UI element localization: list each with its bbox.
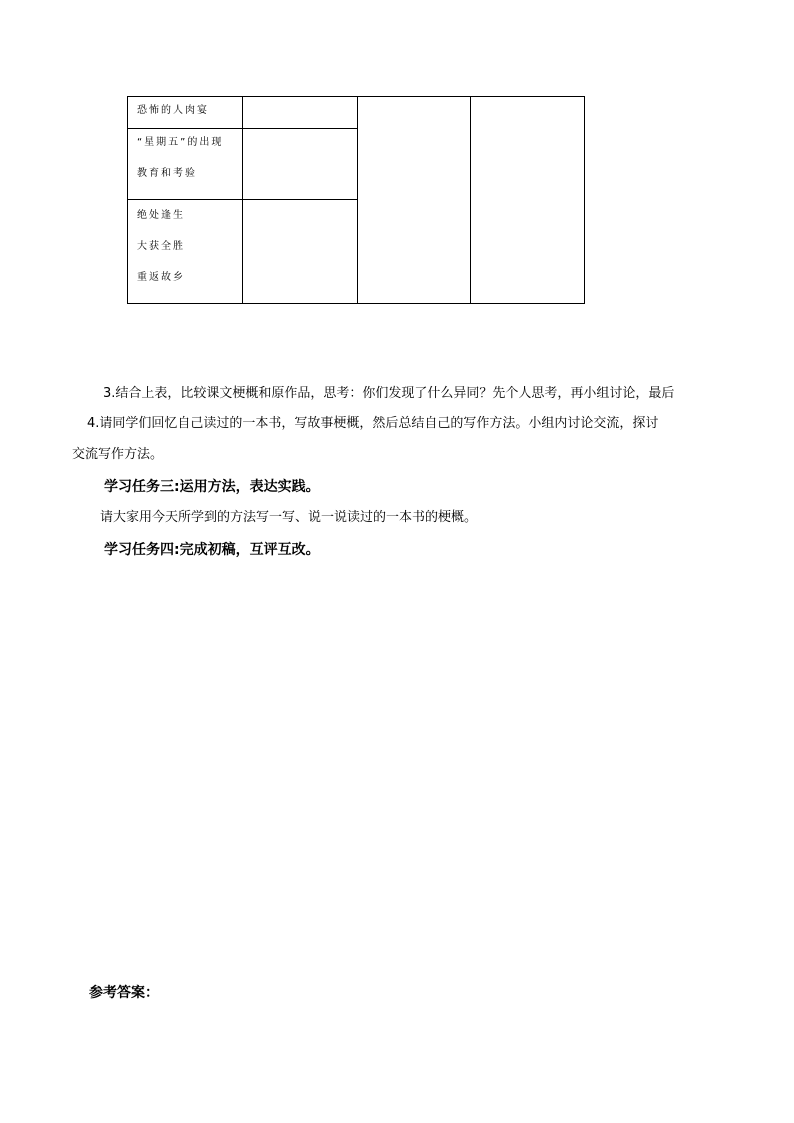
paragraph-3: 3.结合上表，比较课文梗概和原作品，思考：你们发现了什么异同？先个人思考，再小组讨论，最后 [103,386,675,401]
task3-body: 请大家用今天所学到的方法写一写、说一说读过的一本书的梗概。 [100,510,478,525]
table-cell-text: 重返故乡 [137,272,185,283]
table-cell-text: “星期五”的出现 [137,137,224,148]
task4-heading: 学习任务四:完成初稿，互评互改。 [104,542,320,558]
table-cell-plot-2 [128,129,243,200]
table-cell-empty [357,97,471,304]
paragraph-4-line2: 交流写作方法。 [72,447,164,462]
table-cell-text: 恐怖的人肉宴 [137,105,209,116]
table-cell-empty [242,97,357,129]
table-cell-text: 大获全胜 [137,241,185,252]
comparison-table [127,96,585,304]
table-cell-empty [242,200,357,304]
paragraph-4-line1: 4.请同学们回忆自己读过的一本书，写故事梗概，然后总结自己的写作方法。小组内讨论交流，探讨 [87,416,659,431]
table-cell-plot-3 [128,200,243,304]
table-cell-empty [242,129,357,200]
table-cell-empty [471,97,585,304]
table-cell-text: 教育和考验 [137,168,197,179]
table-cell-plot-1 [128,97,243,129]
table-cell-text: 绝处逢生 [137,210,185,221]
answer-heading: 参考答案： [89,985,159,1001]
task3-heading: 学习任务三:运用方法，表达实践。 [104,479,320,495]
